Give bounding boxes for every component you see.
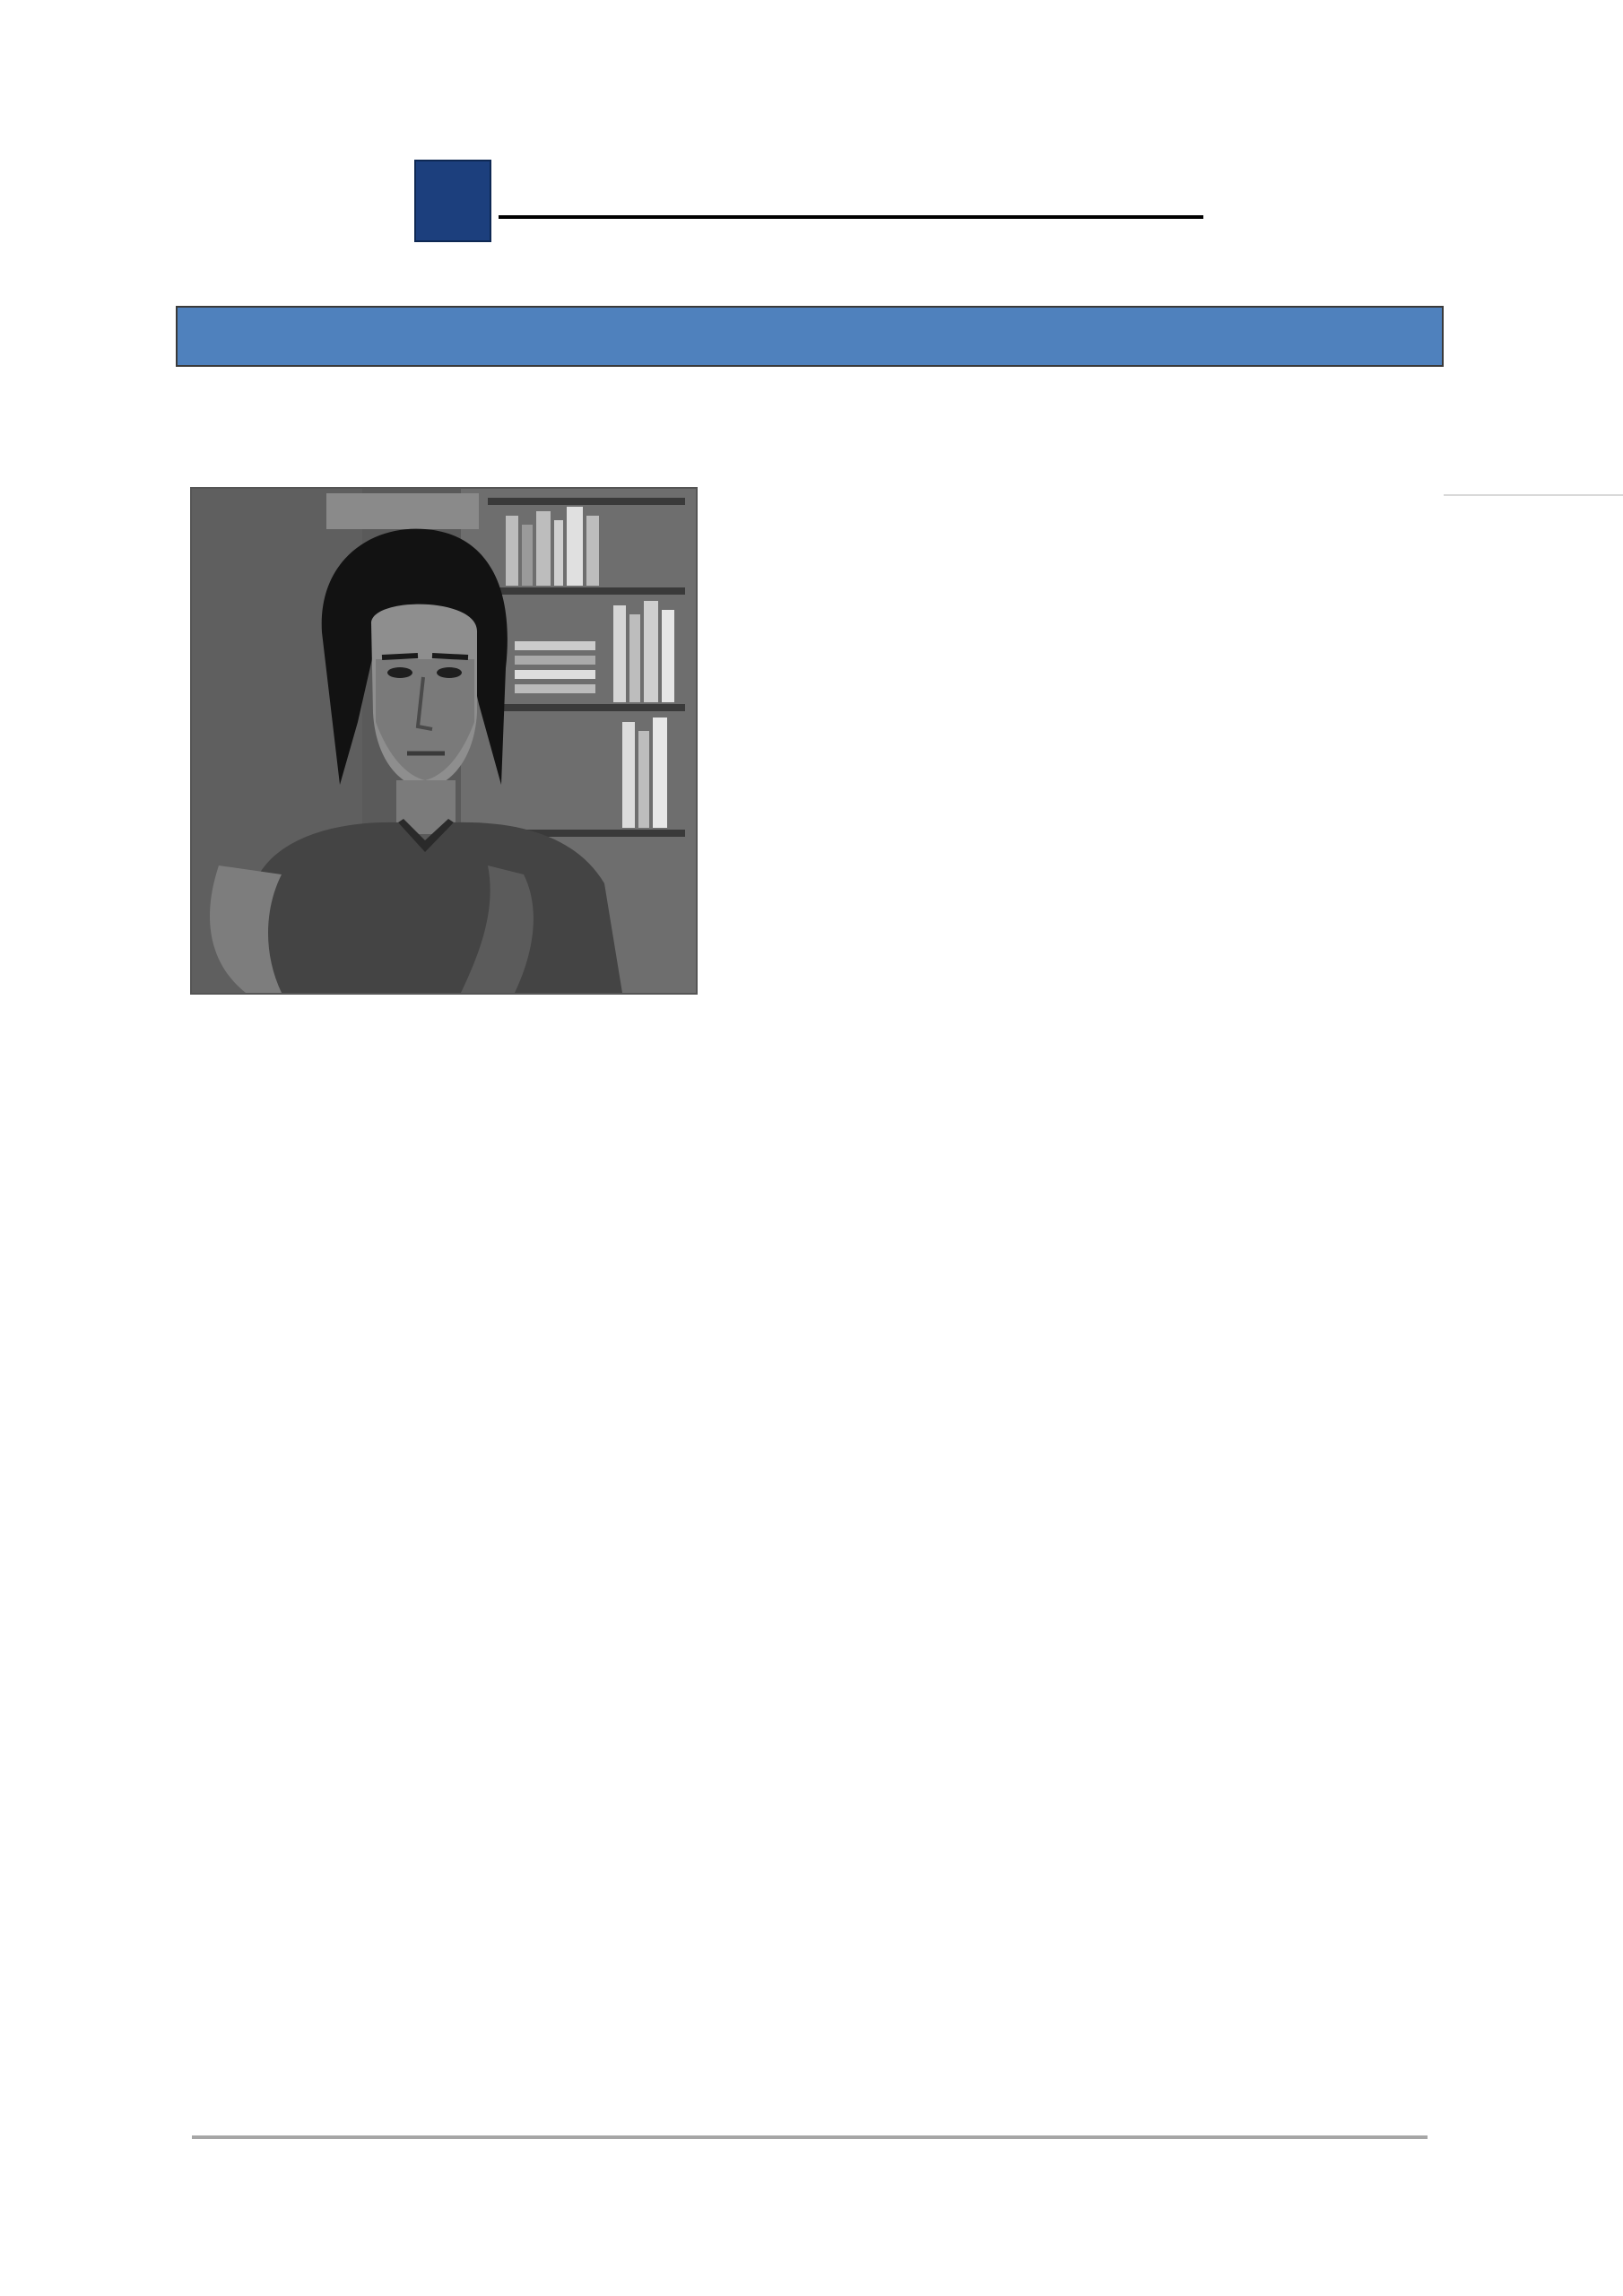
profile-photo bbox=[190, 487, 698, 995]
logo-divider bbox=[499, 215, 1203, 219]
section-heading bbox=[176, 306, 1444, 367]
footer-divider bbox=[192, 2135, 1428, 2139]
profile-photo-illustration bbox=[192, 489, 696, 993]
page-number-rule bbox=[1444, 494, 1623, 496]
company-logo-badge bbox=[414, 160, 491, 242]
